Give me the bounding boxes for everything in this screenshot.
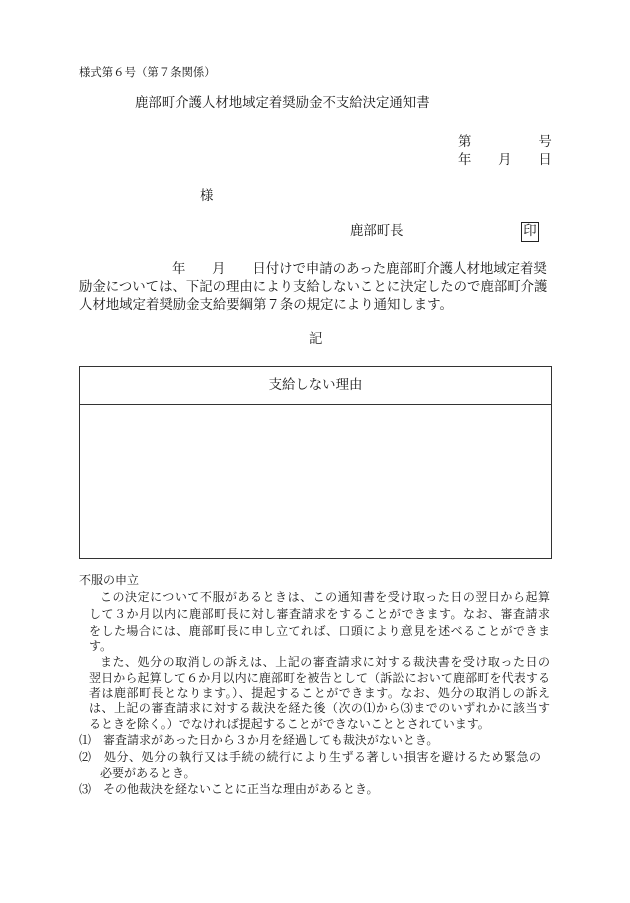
appeal-heading: 不服の申立 <box>79 573 140 587</box>
appeal-line-5: また、処分の取消しの訴えは、上記の審査請求に対する裁決書を受け取った日の <box>100 655 550 669</box>
appeal-line-2: して３か月以内に鹿部町長に対し審査請求をすることができます。なお、審査請求 <box>89 607 550 621</box>
notice-body-line-1: 年 月 日付けで申請のあった鹿部町介護人材地域定着奨 <box>172 262 547 277</box>
appeal-line-1: この決定について不服があるときは、この通知書を受け取った日の翌日から起算 <box>100 590 550 604</box>
appeal-list-item-2: ⑵ 処分、処分の執行又は手続の続行により生ずる著しい損害を避けるため緊急の <box>79 750 541 764</box>
notice-body-line-3: 人材地域定着奨励金支給要綱第７条の規定により通知します。 <box>79 298 453 313</box>
appeal-line-3: をした場合には、鹿部町長に申し立てれば、口頭により意見を述べることができま <box>89 624 550 638</box>
recipient-honorific: 様 <box>200 189 214 204</box>
appeal-line-4: す。 <box>89 639 113 653</box>
document-number: 第 号 <box>458 135 552 150</box>
issuer-name: 鹿部町長 <box>350 224 404 239</box>
reason-table-header: 支給しない理由 <box>80 367 551 405</box>
appeal-line-6: 翌日から起算して６か月以内に鹿部町を被告として（訴訟において鹿部町を代表する <box>89 671 550 685</box>
appeal-list-item-1: ⑴ 審査請求があった日から３か月を経過しても裁決がないとき。 <box>79 733 439 747</box>
reason-table <box>79 366 552 559</box>
appeal-line-7: 者は鹿部町長となります。）、提起することができます。なお、処分の取消しの訴え <box>89 686 550 700</box>
appeal-list-item-3: ⑶ その他裁決を経ないことに正当な理由があるとき。 <box>79 782 379 796</box>
notice-body-line-2: 励金については、下記の理由により支給しないことに決定したので鹿部町介護 <box>79 280 548 295</box>
appeal-list-item-2-continuation: 必要があるとき。 <box>100 766 196 780</box>
seal-mark: 印 <box>521 222 539 242</box>
record-marker: 記 <box>309 332 323 347</box>
appeal-line-8: は、上記の審査請求に対する裁決を経た後（次の⑴から⑶までのいずれかに該当す <box>89 701 550 715</box>
issue-date: 年 月 日 <box>458 153 552 168</box>
form-number: 様式第６号（第７条関係） <box>79 65 216 79</box>
document-title: 鹿部町介護人材地域定着奨励金不支給決定通知書 <box>135 96 430 111</box>
reason-table-body <box>80 405 551 558</box>
appeal-line-9: るときを除く。）でなければ提起することができないこととされています。 <box>89 717 490 731</box>
